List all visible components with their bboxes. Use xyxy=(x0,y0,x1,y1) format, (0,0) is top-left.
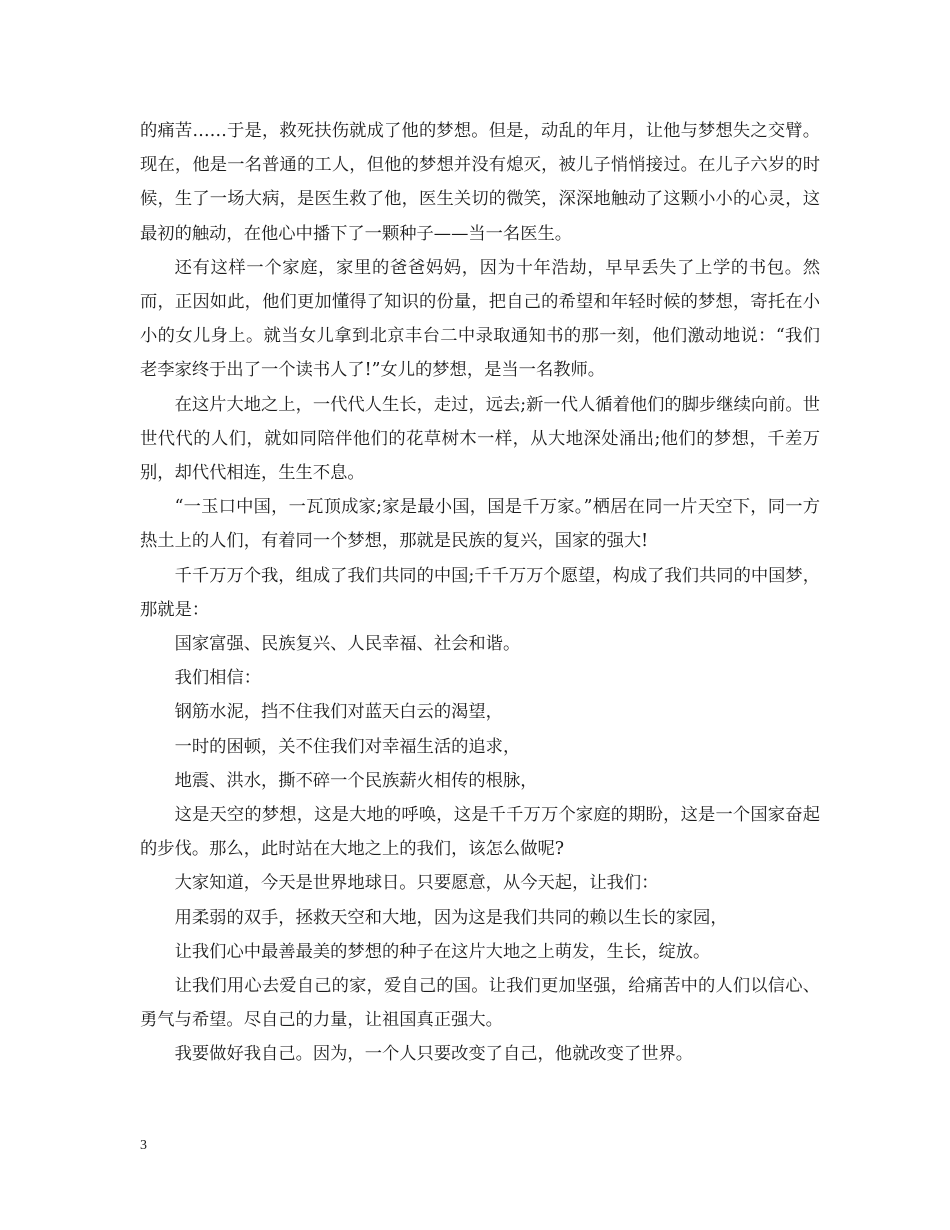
paragraph: 大家知道，今天是世界地球日。只要愿意，从今天起，让我们： xyxy=(174,873,659,894)
paragraph: 地震、洪水，撕不碎一个民族薪火相传的根脉， xyxy=(174,770,538,791)
paragraph: 在这片大地之上，一代代人生长，走过，远去;新一代人循着他们的脚步继续向前。世世代代的人们，就如同陪伴他们的花草树木一样，从大地深处涌出;他们的梦想，千差万别，却代代相连，生生不息。 xyxy=(140,394,820,484)
paragraph: 让我们心中最善最美的梦想的种子在这片大地之上萌发，生长，绽放。 xyxy=(174,941,711,962)
paragraph: 我们相信： xyxy=(174,668,262,689)
paragraph-continued: 的痛苦……于是，救死扶伤就成了他的梦想。但是，动乱的年月，让他与梦想失之交臂。现在，他是一名普通的工人，但他的梦想并没有熄灭，被儿子悄悄接过。在儿子六岁的时候，生了一场大病，是医生救了他，医生关切的微笑，深深地触动了这颗小小的心灵，这最初的触动，在他心中播下了一颗种子——当一名医生。 xyxy=(140,121,820,244)
paragraph: 让我们用心去爱自己的家，爱自己的国。让我们更加坚强，给痛苦中的人们以信心、勇气与希望。尽自己的力量，让祖国真正强大。 xyxy=(140,976,820,1031)
paragraph: 用柔弱的双手，拯救天空和大地，因为这是我们共同的赖以生长的家园， xyxy=(174,907,728,928)
paragraph: 千千万万个我，组成了我们共同的中国;千千万万个愿望，构成了我们共同的中国梦，那就是： xyxy=(140,565,820,620)
paragraph: 国家富强、民族复兴、人民幸福、社会和谐。 xyxy=(174,634,521,655)
paragraph: 钢筋水泥，挡不住我们对蓝天白云的渴望， xyxy=(174,702,503,723)
paragraph: 一时的困顿，关不住我们对幸福生活的追求， xyxy=(174,736,521,757)
paragraph: 这是天空的梦想，这是大地的呼唤，这是千千万万个家庭的期盼，这是一个国家奋起的步伐。那么，此时站在大地之上的我们，该怎么做呢? xyxy=(140,805,820,860)
paragraph: “一玉口中国，一瓦顶成家;家是最小国，国是千万家。”栖居在同一片天空下，同一方热土上的人们，有着同一个梦想，那就是民族的复兴，国家的强大! xyxy=(140,497,820,552)
document-body xyxy=(140,114,820,1072)
paragraph: 还有这样一个家庭，家里的爸爸妈妈，因为十年浩劫，早早丢失了上学的书包。然而，正因如此，他们更加懂得了知识的份量，把自己的希望和年轻时候的梦想，寄托在小小的女儿身上。就当女儿拿到北京丰台二中录取通知书的那一刻，他们激动地说：“我们老李家终于出了一个读书人了!”女儿的梦想，是当一名教师。 xyxy=(140,257,820,381)
paragraph: 我要做好我自己。因为，一个人只要改变了自己，他就改变了世界。 xyxy=(174,1044,694,1065)
page-number: 3 xyxy=(140,1138,147,1153)
